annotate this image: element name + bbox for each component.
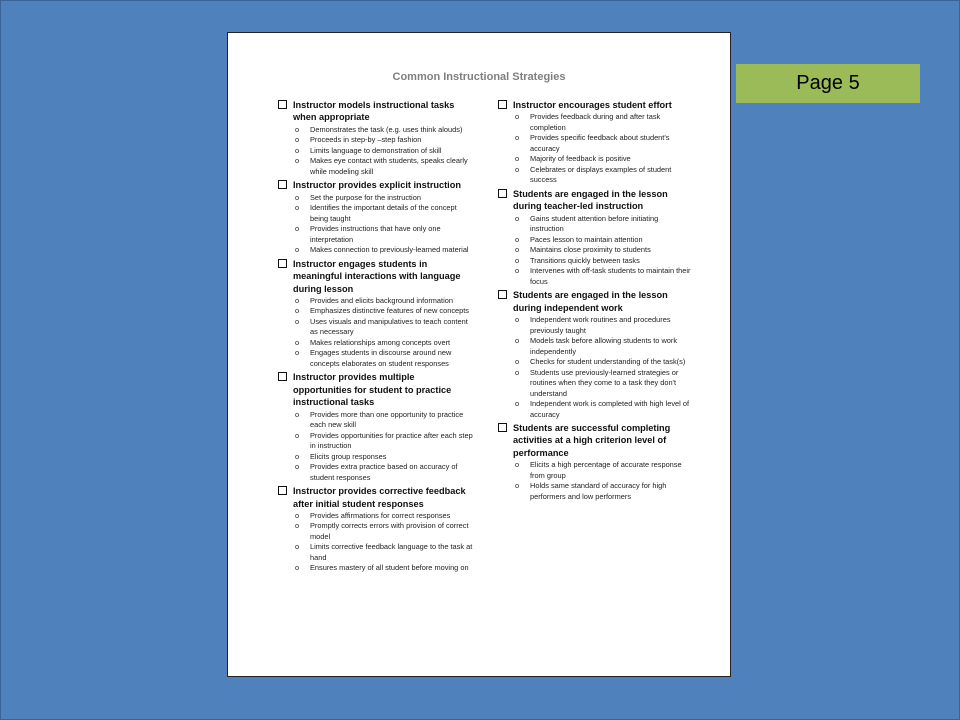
circle-bullet-icon: o — [515, 133, 520, 143]
checklist-item-text: Engages students in discourse around new concepts elaborates on student responses — [310, 348, 452, 368]
checklist-item — [515, 154, 693, 165]
checklist-section — [278, 99, 473, 177]
checklist-item — [295, 431, 473, 452]
checklist-section — [498, 289, 693, 420]
checklist-items — [498, 214, 693, 288]
checklist-item-text: Maintains close proximity to students — [530, 245, 651, 255]
checklist-item — [295, 203, 473, 224]
checklist-item-text: Provides instructions that have only one interpretation — [310, 224, 441, 244]
circle-bullet-icon: o — [515, 336, 520, 346]
checklist-item — [295, 462, 473, 483]
circle-bullet-icon: o — [515, 481, 520, 491]
checkbox-icon — [278, 372, 287, 381]
checklist-section-title: Instructor provides explicit instruction — [293, 180, 461, 191]
checklist-section-title: Students are engaged in the lesson during independent work — [513, 290, 668, 313]
checklist-section — [498, 422, 693, 502]
checklist-item-text: Ensures mastery of all student before moving on — [310, 563, 469, 573]
checklist-item — [295, 563, 473, 574]
checklist-item-text: Intervenes with off-task students to maintain their focus — [530, 266, 691, 286]
checklist-items — [278, 125, 473, 178]
circle-bullet-icon: o — [295, 192, 300, 202]
checklist-section-title: Instructor encourages student effort — [513, 100, 672, 110]
circle-bullet-icon: o — [295, 521, 300, 531]
checklist-section-header — [498, 99, 693, 111]
checklist-item — [295, 317, 473, 338]
checklist-item-text: Promptly corrects errors with provision of correct model — [310, 521, 469, 541]
checklist-item-text: Identifies the important details of the concept being taught — [310, 203, 457, 223]
checklist-item — [295, 542, 473, 563]
checklist-item — [295, 410, 473, 431]
circle-bullet-icon: o — [295, 409, 300, 419]
checklist-item — [515, 399, 693, 420]
checklist-item — [515, 112, 693, 133]
checklist-section — [278, 371, 473, 483]
checklist-item — [295, 521, 473, 542]
checklist-section-title: Instructor provides multiple opportunities for student to practice instructional tasks — [293, 372, 452, 408]
checklist-section-header — [278, 371, 473, 408]
checklist-item-text: Makes eye contact with students, speaks clearly while modeling skill — [310, 156, 468, 176]
checklist-item-text: Holds same standard of accuracy for high performers and low performers — [530, 481, 667, 501]
checklist-item-text: Provides affirmations for correct responses — [310, 510, 451, 520]
checklist-section-header — [278, 99, 473, 124]
circle-bullet-icon: o — [515, 245, 520, 255]
checklist-item-text: Makes connection to previously-learned material — [310, 245, 469, 255]
circle-bullet-icon: o — [515, 255, 520, 265]
checkbox-icon — [278, 100, 287, 109]
circle-bullet-icon: o — [515, 315, 520, 325]
checklist-item-text: Set the purpose for the instruction — [310, 192, 421, 202]
circle-bullet-icon: o — [515, 234, 520, 244]
circle-bullet-icon: o — [295, 316, 300, 326]
checkbox-icon — [278, 180, 287, 189]
checklist-section-title: Students are engaged in the lesson during teacher-led instruction — [513, 188, 668, 212]
checklist-items — [278, 511, 473, 574]
checklist-item — [295, 511, 473, 522]
checklist-item-text: Elicits group responses — [310, 451, 387, 461]
checklist-section-header — [498, 289, 693, 314]
checklist-item — [295, 125, 473, 136]
checklist-item-text: Limits language to demonstration of skill — [310, 145, 442, 155]
circle-bullet-icon: o — [515, 213, 520, 223]
circle-bullet-icon: o — [295, 156, 300, 166]
checklist-item — [515, 214, 693, 235]
checklist-item — [515, 266, 693, 287]
checkbox-icon — [278, 486, 287, 495]
checklist-item-text: Independent work routines and procedures previously taught — [530, 315, 671, 335]
circle-bullet-icon: o — [295, 451, 300, 461]
circle-bullet-icon: o — [515, 357, 520, 367]
checklist-item-text: Provides and elicits background information — [310, 295, 453, 305]
checklist-item-text: Demonstrates the task (e.g. uses think alouds) — [310, 124, 463, 134]
circle-bullet-icon: o — [295, 145, 300, 155]
checklist-section-title: Instructor provides corrective feedback after initial student responses — [293, 486, 466, 509]
checklist-item — [295, 296, 473, 307]
circle-bullet-icon: o — [515, 154, 520, 164]
checklist-item-text: Elicits a high percentage of accurate response from group — [530, 460, 682, 480]
circle-bullet-icon: o — [295, 462, 300, 472]
checklist-item-text: Makes relationships among concepts overt — [310, 337, 451, 347]
checkbox-icon — [278, 259, 287, 268]
circle-bullet-icon: o — [295, 337, 300, 347]
checklist-item-text: Provides more than one opportunity to practice each new skill — [310, 409, 464, 430]
checklist-item-text: Celebrates or displays examples of student success — [530, 164, 672, 185]
checklist-item — [515, 460, 693, 481]
circle-bullet-icon: o — [295, 348, 300, 358]
checklist-item-text: Gains student attention before initiating instruction — [530, 213, 659, 234]
checklist-item-text: Provides extra practice based on accuracy of student responses — [310, 462, 458, 482]
circle-bullet-icon: o — [295, 203, 300, 213]
checkbox-icon — [498, 423, 507, 432]
circle-bullet-icon: o — [295, 295, 300, 305]
checklist-item-text: Proceeds in step-by –step fashion — [310, 135, 422, 145]
checklist-item — [295, 452, 473, 463]
checklist-item-text: Transitions quickly between tasks — [530, 255, 640, 265]
circle-bullet-icon: o — [515, 164, 520, 174]
checklist-item — [295, 338, 473, 349]
checklist-section — [498, 99, 693, 186]
circle-bullet-icon: o — [295, 124, 300, 134]
checklist-item — [515, 336, 693, 357]
checklist-item — [295, 193, 473, 204]
checklist-item-text: Provides specific feedback about student's accuracy — [530, 133, 670, 153]
checklist-item — [295, 224, 473, 245]
checklist-section-header — [278, 258, 473, 295]
checklist-section — [498, 188, 693, 287]
circle-bullet-icon: o — [295, 245, 300, 255]
checklist-item-text: Majority of feedback is positive — [530, 154, 631, 164]
page-label-badge: Page 5 — [736, 64, 920, 103]
checklist-items — [498, 112, 693, 186]
circle-bullet-icon: o — [515, 399, 520, 409]
document-page — [227, 32, 731, 677]
checklist-item — [295, 156, 473, 177]
checklist-item — [515, 481, 693, 502]
checklist-item-text: Emphasizes distinctive features of new concepts — [310, 306, 469, 316]
checklist-section — [278, 485, 473, 574]
circle-bullet-icon: o — [515, 460, 520, 470]
circle-bullet-icon: o — [295, 510, 300, 520]
checklist-items — [498, 460, 693, 502]
checkbox-icon — [498, 100, 507, 109]
checklist-items — [498, 315, 693, 420]
checklist-item-text: Models task before allowing students to work independently — [530, 336, 678, 356]
checklist-item-text: Independent work is completed with high level of accuracy — [530, 399, 689, 419]
checklist-section-title: Instructor engages students in meaningful interactions with language during lesson — [293, 258, 461, 294]
circle-bullet-icon: o — [515, 367, 520, 377]
checklist-items — [278, 193, 473, 256]
right-column — [498, 99, 693, 504]
checklist-item — [515, 133, 693, 154]
checklist-item — [295, 306, 473, 317]
checklist-section — [278, 179, 473, 255]
checklist-section-header — [498, 422, 693, 459]
circle-bullet-icon: o — [515, 266, 520, 276]
checklist-item-text: Limits corrective feedback language to the task at hand — [310, 542, 473, 562]
checklist-item — [515, 245, 693, 256]
circle-bullet-icon: o — [295, 135, 300, 145]
checklist-items — [278, 410, 473, 484]
circle-bullet-icon: o — [295, 306, 300, 316]
checklist-item — [515, 368, 693, 400]
checklist-items — [278, 296, 473, 370]
circle-bullet-icon: o — [295, 563, 300, 573]
checklist-item-text: Provides opportunities for practice after each step in instruction — [310, 430, 473, 451]
checklist-section-title: Students are successful completing activities at a high criterion level of performance — [513, 423, 671, 458]
checklist-section-header — [278, 485, 473, 510]
checklist-item — [295, 348, 473, 369]
circle-bullet-icon: o — [295, 542, 300, 552]
checklist-item — [515, 315, 693, 336]
circle-bullet-icon: o — [295, 430, 300, 440]
checklist-section — [278, 258, 473, 370]
circle-bullet-icon: o — [515, 112, 520, 122]
checklist-item-text: Paces lesson to maintain attention — [530, 234, 643, 244]
checklist-item — [515, 235, 693, 246]
checklist-item — [295, 135, 473, 146]
checklist-section-header — [278, 179, 473, 191]
checklist-item — [515, 256, 693, 267]
checklist-section-header — [498, 188, 693, 213]
checklist-item-text: Students use previously-learned strategies or routines when they come to a task they don't understand — [530, 367, 679, 398]
document-title: Common Instructional Strategies — [392, 71, 566, 83]
checklist-item-text: Uses visuals and manipulatives to teach content as necessary — [310, 316, 468, 337]
circle-bullet-icon: o — [295, 224, 300, 234]
checklist-item — [515, 357, 693, 368]
checklist-item — [295, 245, 473, 256]
checkbox-icon — [498, 290, 507, 299]
checkbox-icon — [498, 189, 507, 198]
checklist-item — [515, 165, 693, 186]
checklist-item-text: Provides feedback during and after task completion — [530, 112, 661, 132]
checklist-section-title: Instructor models instructional tasks when appropriate — [293, 100, 455, 123]
checklist-item — [295, 146, 473, 157]
left-column — [278, 99, 473, 576]
checklist-item-text: Checks for student understanding of the task(s) — [530, 357, 686, 367]
